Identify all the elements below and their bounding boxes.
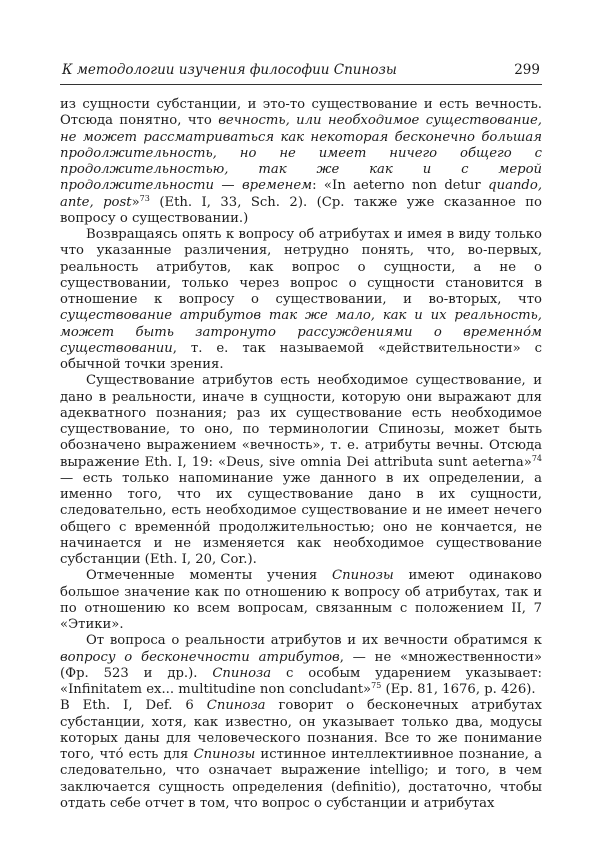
running-header [60,62,542,85]
text-run: имеют одинаково большое значение как по отношению к вопросу об атрибутах, так и по отношению ко всем вопросам, связанным с положением II, 7 «Этики». [60,568,542,632]
paragraph [60,227,542,373]
paragraph [60,633,542,698]
text-run: с особым ударением указывает: «Infinitatem ex... multitudine non concludant» [60,665,542,697]
emphasis-text: quando, ante, post [60,178,543,210]
text-run: истинное интеллектиивное познание, а следовательно, что означает выражение intelligo; и того, в чем заключается сущность определения (definitio), достаточно, чтобы отдать себе отчет в том, что вопрос о субстанции и атрибутах [60,747,542,811]
text-run: : «In aeterno non detur [312,178,489,194]
text-run: (Eth. I, 33, Sch. 2). (Ср. также уже сказанное по вопросу о существовании.) [60,194,542,226]
emphasis-text: существование атрибутов так же мало, как и их реальность, может быть затронуто рассуждениями о временно́м существовании [60,308,542,356]
body-text [60,97,542,812]
emphasis-text: вопросу о бесконечности атрибутов [60,649,340,665]
text-run: » [131,194,140,210]
text-run: Существование атрибутов есть необходимое существование, и дано в реальности, иначе в сущности, которую они выражают для адекватного познания; раз их существование есть необходимое существование, то оно, по терминологии Спинозы, может быть обозначено выражением «вечность», т. е. атрибуты вечны. Отсюда выражение Eth. I, 19: «Deus, sive omnia Dei attributa sunt aeterna» [60,373,542,470]
paragraph [60,698,542,812]
emphasis-text: вечность, или необходимое существование, не может рассматриваться как некоторая бесконечно большая продолжительность, но не имеет ничего общего с продолжительностью, так же как и с мерой продолжительности — временем [60,113,542,194]
text-run: — есть только напоминание уже данного в их определении, а именно того, что их существование дано в их сущности, следовательно, есть необходимое существование и не имеет нечего общего с временно́й продолжительностью; оно не кончается, не начинается и не изменяется как необходимое существование субстанции (Eth. I, 20, Cor.). [60,470,542,567]
emphasis-text: Спиноза [206,698,266,714]
paragraph [60,373,542,568]
text-run: говорит о бесконечных атрибутах субстанции, хотя, как известно, он указывает только два, модусы которых даны для человеческого познания. Все то же понимание того, что́ есть для [60,698,542,762]
footnote-ref: 75 [371,681,382,690]
text-run: из сущности субстанции, и это-то существование и есть вечность. Отсюда понятно, что [60,97,542,129]
running-title: К методологии изучения философии Спинозы [62,62,397,78]
footnote-ref: 73 [139,193,150,203]
footnote-ref: 74 [531,453,542,463]
text-run: Возвращаясь опять к вопросу об атрибутах и имея в виду только что указанные различения, нетрудно понять, что, во-первых, реальность атрибутов, как вопрос о сущности, а не о существовании, только через вопрос о сущности становится в отношение к вопросу о существовании, и во-вторых, что [60,227,542,307]
text-run: Отмеченные моменты учения [86,568,333,584]
paragraph [60,97,542,227]
page-number: 299 [514,62,540,78]
text-run: , — не «множественности» (Фр. 523 и др.). [60,649,542,681]
text-run: В Eth. I, Def. 6 [60,698,207,714]
text-run: От вопроса о реальности атрибутов и их вечности обратимся к [86,633,542,649]
emphasis-text: Спинозы [193,747,256,762]
text-run: (Ep. 81, 1676, p. 426). [381,682,536,697]
paragraph [60,568,542,633]
emphasis-text: Спинозы [332,568,394,584]
emphasis-text: Спиноза [212,665,272,681]
text-run: , т. е. так называемой «действительности» с обычной точки зрения. [60,340,542,372]
